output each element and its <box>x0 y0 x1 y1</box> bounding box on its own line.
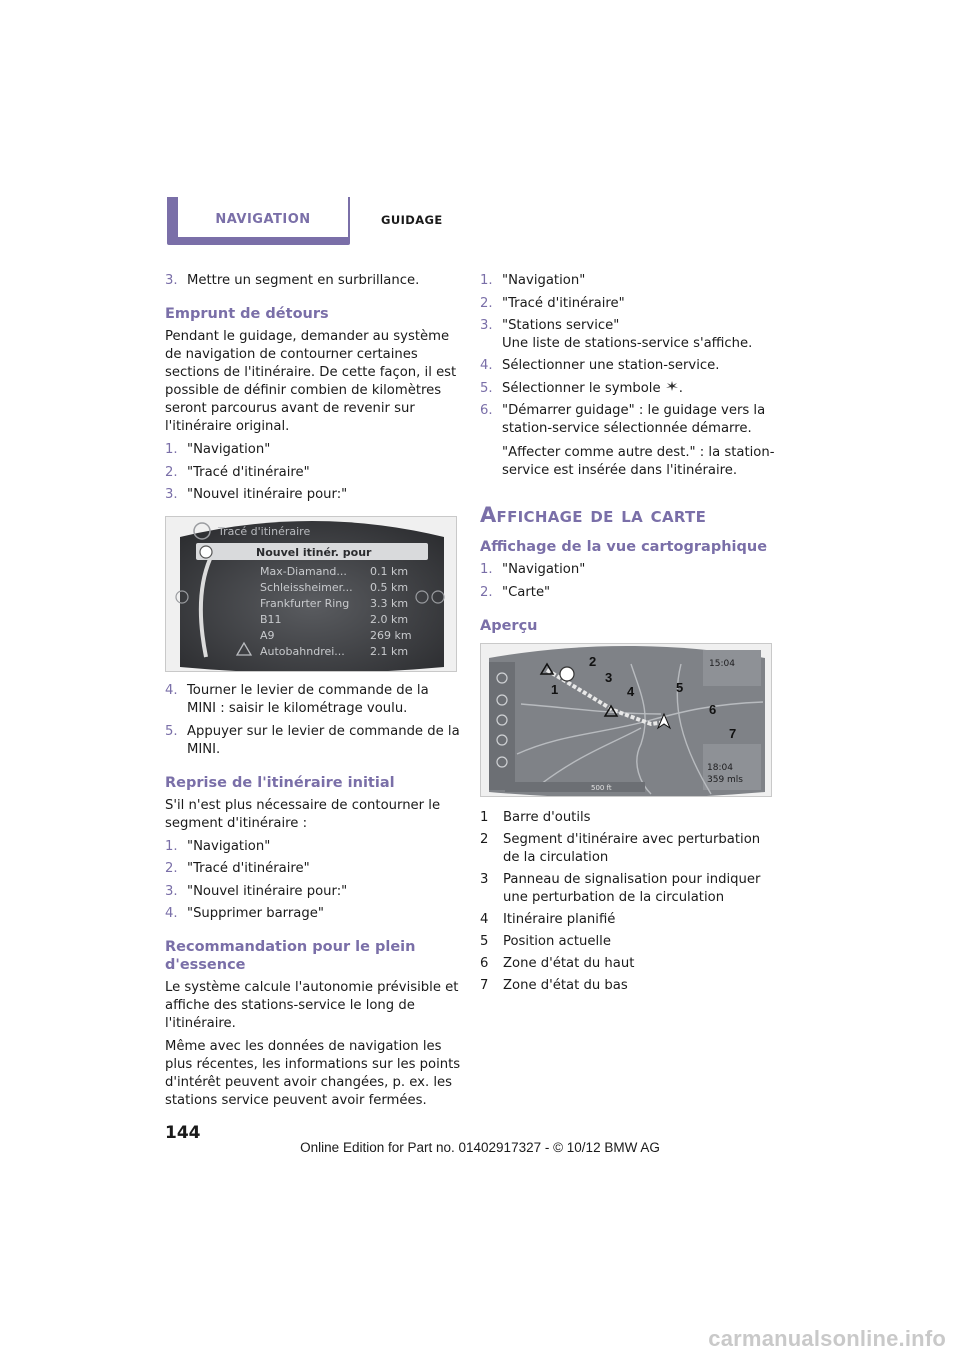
route-segment-dist: 3.3 km <box>370 597 409 610</box>
step-text: Mettre un segment en surbrillance. <box>187 273 420 288</box>
heading-resume-route: Reprise de l'itinéraire initial <box>165 774 395 791</box>
callout-5: 5 <box>676 679 684 695</box>
route-segment-dist: 269 km <box>370 629 412 642</box>
step-text: "Supprimer barrage" <box>187 906 324 921</box>
list-item <box>165 838 461 856</box>
route-segment-name: B11 <box>260 613 282 626</box>
step-text: "Navigation" <box>187 838 271 854</box>
route-segment-dist: 0.5 km <box>370 581 409 594</box>
selected-item: Nouvel itinér. pour <box>256 546 372 559</box>
step-number: 4. <box>165 683 178 698</box>
legend-text: Barre d'outils <box>503 809 591 825</box>
heading-detours: Emprunt de détours <box>165 306 329 322</box>
heading-overview: Aperçu <box>480 617 538 634</box>
list-item <box>480 357 776 375</box>
screen-title: Tracé d'itinéraire <box>218 525 311 538</box>
step-note: "Affecter comme autre dest." : la station-service est insérée dans l'itinéraire. <box>502 445 775 478</box>
route-segment-name: Autobahndrei... <box>260 645 345 658</box>
step-text: Appuyer sur le levier de commande de la MINI. <box>187 723 460 757</box>
watermark: carmanualsonline.info <box>708 1326 946 1351</box>
step-text: Sélectionner une station-service. <box>502 358 720 373</box>
step-number: 5. <box>480 380 493 396</box>
list-item <box>165 486 461 504</box>
step-text: "Nouvel itinéraire pour:" <box>187 487 348 502</box>
screenshot-route-menu <box>165 516 457 672</box>
list-item <box>480 295 776 313</box>
callout-2: 2 <box>589 653 597 669</box>
paragraph: Le système calcule l'autonomie prévisible et affiche des stations-service le long de l'itinéraire. <box>165 980 459 1031</box>
page-number: 144 <box>165 1123 201 1143</box>
list-item <box>480 380 776 398</box>
list-item <box>480 561 776 579</box>
step-text: "Tracé d'itinéraire" <box>187 464 310 480</box>
legend-item <box>480 831 776 867</box>
section-title: NAVIGATION <box>215 212 311 227</box>
step-number: 1. <box>480 273 493 288</box>
legend-text: Panneau de signalisation pour indiquer une perturbation de la circulation <box>503 871 761 905</box>
left-column <box>165 272 461 1115</box>
step-number: 6. <box>480 403 493 418</box>
step-number: 4. <box>165 906 178 921</box>
list-item <box>165 723 461 759</box>
route-segment-name: Max-Diamand... <box>260 565 347 578</box>
paragraph: S'il n'est plus nécessaire de contourner le segment d'itinéraire : <box>165 797 441 831</box>
legend-number: 4 <box>480 911 489 927</box>
screenshot-map <box>480 643 772 797</box>
heading-map-display: Affichage de la carte <box>480 503 707 527</box>
callout-6: 6 <box>709 701 717 717</box>
map-legend <box>480 809 776 995</box>
callout-7: 7 <box>729 725 737 741</box>
step-number: 2. <box>480 584 493 600</box>
step-number: 3. <box>165 883 178 899</box>
step-number: 1. <box>165 838 178 854</box>
route-segment-dist: 2.0 km <box>370 613 409 626</box>
legend-text: Zone d'état du bas <box>503 977 628 993</box>
step-number: 2. <box>480 295 493 311</box>
legend-text: Zone d'état du haut <box>503 955 635 971</box>
subsection-title: GUIDAGE <box>381 213 443 227</box>
callout-1: 1 <box>551 681 559 697</box>
step-text-with-symbol: Sélectionner le symbole . <box>502 380 683 396</box>
distance-remaining: 359 mls <box>707 774 743 785</box>
step-number: 3. <box>165 487 178 502</box>
clock: 15:04 <box>709 658 735 669</box>
step-text: "Carte" <box>502 584 551 600</box>
toolbar <box>489 662 515 790</box>
legend-number: 2 <box>480 831 489 847</box>
legend-number: 1 <box>480 809 489 825</box>
step-text: Tourner le levier de commande de la MINI : saisir le kilométrage voulu. <box>187 683 429 716</box>
list-item <box>165 441 461 459</box>
step-number: 4. <box>480 358 493 373</box>
list-item <box>480 584 776 602</box>
callout-4: 4 <box>627 683 635 699</box>
step-text: "Tracé d'itinéraire" <box>187 861 310 876</box>
legend-item <box>480 809 776 827</box>
list-item <box>165 682 461 718</box>
step-text: "Navigation" <box>502 562 586 577</box>
list-item <box>165 464 461 482</box>
legend-item <box>480 955 776 973</box>
right-column <box>480 272 776 999</box>
legend-number: 6 <box>480 955 489 971</box>
list-item <box>165 272 461 290</box>
paragraph: Pendant le guidage, demander au système de navigation de contourner certaines sections de l'itinéraire. De cette façon, il est possible de définir combien de kilomètres seront parcourus avant de revenir sur l'itinéraire original. <box>165 329 457 434</box>
legend-item <box>480 911 776 929</box>
cursor-dot <box>200 546 212 558</box>
step-number: 1. <box>165 442 178 457</box>
list-item <box>480 402 776 438</box>
legend-text: Position actuelle <box>503 933 611 949</box>
heading-map-view: Affichage de la vue cartographique <box>480 539 768 555</box>
route-segment-name: Frankfurter Ring <box>260 597 350 610</box>
list-item <box>480 317 776 335</box>
step-number: 3. <box>165 273 178 288</box>
legend-number: 3 <box>480 871 489 887</box>
route-segment-dist: 0.1 km <box>370 565 409 578</box>
step-text: Sélectionner le symbole <box>502 380 661 396</box>
list-item <box>480 272 776 290</box>
list-item <box>165 905 461 923</box>
map-display <box>481 644 772 797</box>
legend-text: Segment d'itinéraire avec perturbation de la circulation <box>503 831 761 865</box>
route-segment-name: Schleissheimer... <box>260 581 353 594</box>
heading-fuel-recommendation: Recommandation pour le plein d'essence <box>165 939 416 973</box>
list-item <box>165 883 461 901</box>
callout-3: 3 <box>605 669 613 685</box>
legend-item <box>480 933 776 951</box>
route-menu-display <box>166 517 457 672</box>
route-segment-name: A9 <box>260 629 275 642</box>
step-number: 1. <box>480 562 493 577</box>
legend-item <box>480 977 776 995</box>
step-text: "Tracé d'itinéraire" <box>502 295 625 311</box>
step-text: "Navigation" <box>187 442 271 457</box>
route-segment-dist: 2.1 km <box>370 645 409 658</box>
edition-footer: Online Edition for Part no. 01402917327 - © 10/12 BMW AG <box>300 1140 660 1155</box>
step-text: "Démarrer guidage" : le guidage vers la station-service sélectionnée démarre. <box>502 403 766 436</box>
legend-number: 5 <box>480 933 489 949</box>
step-number: 5. <box>165 723 178 739</box>
legend-number: 7 <box>480 977 489 993</box>
map-scale: 500 ft <box>591 783 612 792</box>
step-number: 2. <box>165 464 178 480</box>
arrival-time: 18:04 <box>707 762 733 773</box>
step-text: "Nouvel itinéraire pour:" <box>187 883 348 899</box>
paragraph: Même avec les données de navigation les plus récentes, les informations sur les points d'intérêt peuvent avoir changées, p. ex. les stations service peuvent avoir fermées. <box>165 1039 461 1108</box>
legend-text: Itinéraire planifié <box>503 911 616 927</box>
step-number: 2. <box>165 861 178 876</box>
list-item <box>165 860 461 878</box>
legend-item <box>480 871 776 907</box>
step-note: Une liste de stations-service s'affiche. <box>502 336 753 351</box>
route-marker <box>560 667 574 681</box>
bottom-bar <box>505 782 645 792</box>
step-text: "Navigation" <box>502 273 586 288</box>
step-number: 3. <box>480 318 493 333</box>
step-text: "Stations service" <box>502 318 620 333</box>
fuel-station-symbol-icon <box>665 381 679 396</box>
